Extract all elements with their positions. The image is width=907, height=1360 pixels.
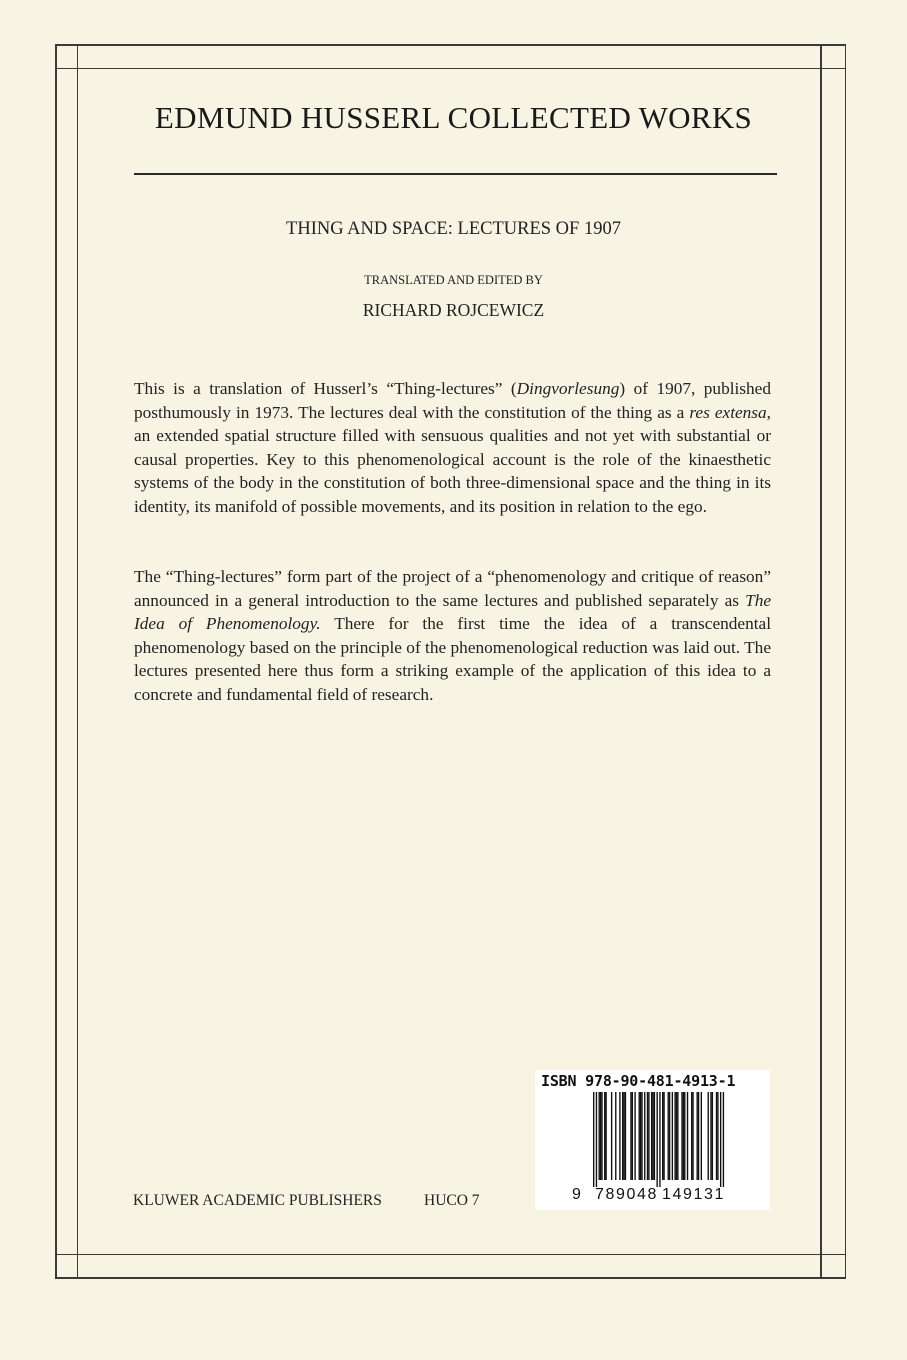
barcode-bar	[648, 1092, 649, 1180]
barcode-bar	[668, 1092, 669, 1180]
barcode-bar	[654, 1092, 655, 1180]
barcode-bar	[720, 1092, 721, 1187]
paragraph-italic: The Idea of Phenomenology.	[134, 590, 771, 633]
barcode-bar	[599, 1092, 600, 1180]
barcode-bar	[712, 1092, 713, 1180]
description-paragraph-2	[134, 565, 771, 706]
barcode-bar	[601, 1092, 602, 1180]
barcode-bar	[623, 1092, 624, 1180]
barcode-digit-first: 9	[572, 1186, 581, 1203]
barcode-bar	[596, 1092, 597, 1187]
paragraph-text: There for the first time the idea of a transcendental phenomenology based on the principle of the phenomenological reduction was laid out. The lectures presented here thus form a striking example of the application of this idea to a concrete and fundamental field of research.	[134, 614, 771, 704]
barcode-bar	[647, 1092, 648, 1180]
barcode-digits-right: 149131	[662, 1186, 725, 1203]
barcode-bar	[652, 1092, 653, 1180]
paragraph-italic: res extensa	[689, 402, 767, 422]
barcode-bar	[684, 1092, 685, 1180]
title-divider	[134, 173, 777, 175]
barcode-bar	[630, 1092, 631, 1180]
barcode-bar	[677, 1092, 678, 1180]
barcode-bar	[604, 1092, 605, 1180]
barcode-bar	[674, 1092, 675, 1180]
barcode-bars	[535, 1092, 770, 1187]
paragraph-text: , an extended spatial structure filled with sensuous qualities and not yet with substantial or causal properties. Key to this phenomenological account is the role of the kinaesthetic systems of the body in the constitution of both three-dimensional space and the thing in its identity, its manifold of possible movements, and its position in relation to the ego.	[134, 402, 771, 516]
barcode-bar	[708, 1092, 709, 1180]
barcode-bar	[659, 1092, 660, 1187]
paragraph-text: The “Thing-lectures” form part of the project of a “phenomenology and critique of reason” announced in a general introduction to the same lectures and published separately as	[134, 567, 771, 610]
barcode-bar	[672, 1092, 673, 1180]
barcode-bar	[625, 1092, 626, 1180]
barcode-bar	[681, 1092, 682, 1180]
barcode-bar	[593, 1092, 594, 1187]
barcode-bar	[723, 1092, 724, 1187]
barcode-bar	[600, 1092, 601, 1180]
barcode-bar	[691, 1092, 692, 1180]
barcode-bar	[716, 1092, 717, 1180]
barcode-bar	[687, 1092, 688, 1180]
barcode-bar	[698, 1092, 699, 1180]
barcode-bar	[692, 1092, 693, 1180]
barcode-bar	[662, 1092, 663, 1180]
barcode-bar	[651, 1092, 652, 1180]
description-paragraph-1	[134, 377, 771, 518]
publisher-name: KLUWER ACADEMIC PUBLISHERS	[133, 1192, 382, 1209]
isbn-barcode	[535, 1070, 770, 1210]
translator-label: TRANSLATED AND EDITED BY	[364, 273, 543, 287]
barcode-bar	[676, 1092, 677, 1180]
barcode-bar	[632, 1092, 633, 1180]
book-title: THING AND SPACE: LECTURES OF 1907	[286, 219, 621, 239]
barcode-bar	[663, 1092, 664, 1180]
barcode-bar	[619, 1092, 620, 1180]
barcode-digits-left: 789048	[595, 1186, 658, 1203]
barcode-bar	[634, 1092, 635, 1180]
paragraph-text: This is a translation of Husserl’s “Thing-lectures” (	[134, 379, 517, 398]
barcode-bar	[697, 1092, 698, 1180]
barcode-bar	[701, 1092, 702, 1180]
isbn-number: ISBN 978-90-481-4913-1	[541, 1072, 736, 1090]
barcode-bar	[656, 1092, 657, 1187]
barcode-bar	[644, 1092, 645, 1180]
barcode-bar	[611, 1092, 612, 1180]
barcode-bar	[622, 1092, 623, 1180]
barcode-bar	[639, 1092, 640, 1180]
series-title: EDMUND HUSSERL COLLECTED WORKS	[154, 100, 753, 135]
barcode-bar	[683, 1092, 684, 1180]
translator-name: RICHARD ROJCEWICZ	[362, 300, 545, 320]
series-code: HUCO 7	[424, 1192, 480, 1209]
paragraph-italic: Dingvorlesung	[516, 379, 620, 398]
barcode-bar	[641, 1092, 642, 1180]
barcode-bar	[669, 1092, 670, 1180]
barcode-bar	[717, 1092, 718, 1180]
barcode-bar	[710, 1092, 711, 1180]
paragraph-text: ) of 1907, published posthumously in 1973. The lectures deal with the constitution of the thing as a	[134, 379, 771, 422]
barcode-bar	[615, 1092, 616, 1180]
barcode-bar	[605, 1092, 606, 1180]
barcode-bar	[640, 1092, 641, 1180]
